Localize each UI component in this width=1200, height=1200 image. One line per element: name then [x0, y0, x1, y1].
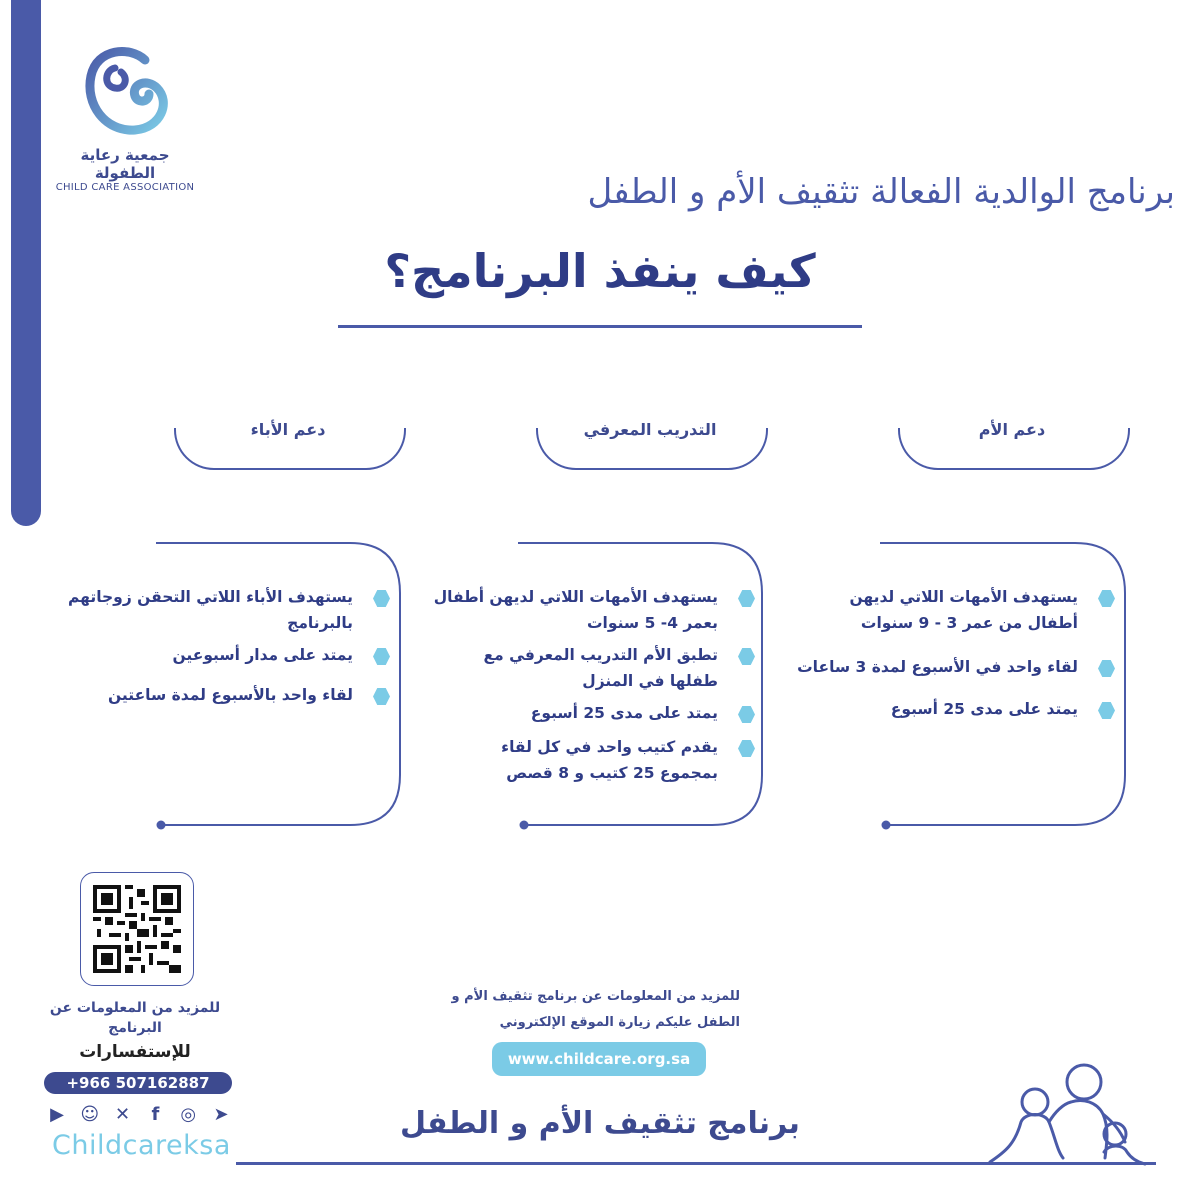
list-mother-support	[780, 584, 1115, 736]
list-item-text: يستهدف الأمهات اللاتي لديهن أطفال بعمر 4- 5 سنوات	[433, 588, 718, 632]
x-icon[interactable]: ✕	[115, 1104, 131, 1125]
list-item-text: لقاء واحد بالأسبوع لمدة ساعتين	[107, 686, 353, 704]
facebook-icon[interactable]: f	[151, 1104, 160, 1125]
column-label-mother-support: دعم الأم	[978, 420, 1046, 439]
more-info-text: للمزيد من المعلومات عن برنامج تثقيف الأم و الطفل عليكم زيارة الموقع الإلكتروني	[451, 989, 740, 1030]
list-item	[780, 654, 1115, 680]
column-label-cognitive-training: التدريب المعرفي	[583, 420, 717, 439]
hexagon-bullet-icon	[1098, 660, 1115, 677]
column-label-fathers-support: دعم الأباء	[250, 420, 326, 439]
list-item	[50, 642, 390, 668]
list-item	[410, 642, 755, 694]
social-handle[interactable]: Childcareksa	[52, 1130, 231, 1161]
website-link[interactable]: www.childcare.org.sa	[492, 1042, 706, 1076]
list-item-text: لقاء واحد في الأسبوع لمدة 3 ساعات	[797, 658, 1078, 676]
list-item	[410, 700, 755, 726]
hexagon-bullet-icon	[373, 688, 390, 705]
social-links	[46, 1102, 232, 1128]
snapchat-icon[interactable]: ☺	[80, 1104, 100, 1125]
bottom-title: برنامج تثقيف الأم و الطفل	[400, 1106, 800, 1141]
page-title: كيف ينفذ البرنامج؟	[384, 244, 816, 298]
logo-name-en: CHILD CARE ASSOCIATION	[55, 182, 195, 193]
telegram-icon[interactable]: ➤	[213, 1104, 229, 1125]
list-item-text: يمتد على مدى 25 أسبوع	[530, 704, 718, 722]
list-fathers-support	[50, 584, 390, 722]
hexagon-bullet-icon	[738, 590, 755, 607]
list-item-text: تطبق الأم التدريب المعرفي مع طفلها في المنزل	[483, 646, 718, 690]
list-item-text: يمتد على مدار أسبوعين	[172, 646, 353, 664]
list-item-text: يمتد على مدى 25 أسبوع	[890, 700, 1078, 718]
hexagon-bullet-icon	[1098, 702, 1115, 719]
list-item-text: يستهدف الأباء اللاتي التحقن زوجاتهم بالبرنامج	[67, 588, 353, 632]
list-item-text: يقدم كتيب واحد في كل لقاء بمجموع 25 كتيب و 8 قصص	[501, 738, 718, 782]
list-cognitive-training	[410, 584, 755, 800]
hexagon-bullet-icon	[738, 740, 755, 757]
card-dot-mother	[882, 821, 891, 830]
list-item	[410, 734, 755, 786]
instagram-icon[interactable]: ◎	[180, 1104, 197, 1125]
card-dot-fathers	[157, 821, 166, 830]
family-icon	[985, 1062, 1160, 1167]
hexagon-bullet-icon	[373, 648, 390, 665]
list-item	[780, 584, 1115, 636]
hexagon-bullet-icon	[373, 590, 390, 607]
logo-name-ar: جمعية رعاية الطفولة	[80, 146, 170, 182]
qr-code-icon	[93, 885, 181, 973]
list-item	[780, 696, 1115, 722]
program-title: برنامج الوالدية الفعالة تثقيف الأم و الطفل	[587, 172, 1175, 212]
inquiries-label: للإستفسارات	[79, 1042, 191, 1062]
phone-number[interactable]: +966 507162887	[44, 1072, 232, 1094]
hexagon-bullet-icon	[738, 648, 755, 665]
list-item	[410, 584, 755, 636]
list-item	[50, 682, 390, 708]
hexagon-bullet-icon	[1098, 590, 1115, 607]
card-dot-cognitive	[520, 821, 529, 830]
qr-code[interactable]	[80, 872, 194, 986]
youtube-icon[interactable]: ▶	[50, 1104, 64, 1125]
hexagon-bullet-icon	[738, 706, 755, 723]
qr-caption: للمزيد من المعلومات عن البرنامج	[49, 1000, 221, 1036]
list-item-text: يستهدف الأمهات اللاتي لديهن أطفال من عمر 3 - 9 سنوات	[849, 588, 1078, 632]
list-item	[50, 584, 390, 636]
